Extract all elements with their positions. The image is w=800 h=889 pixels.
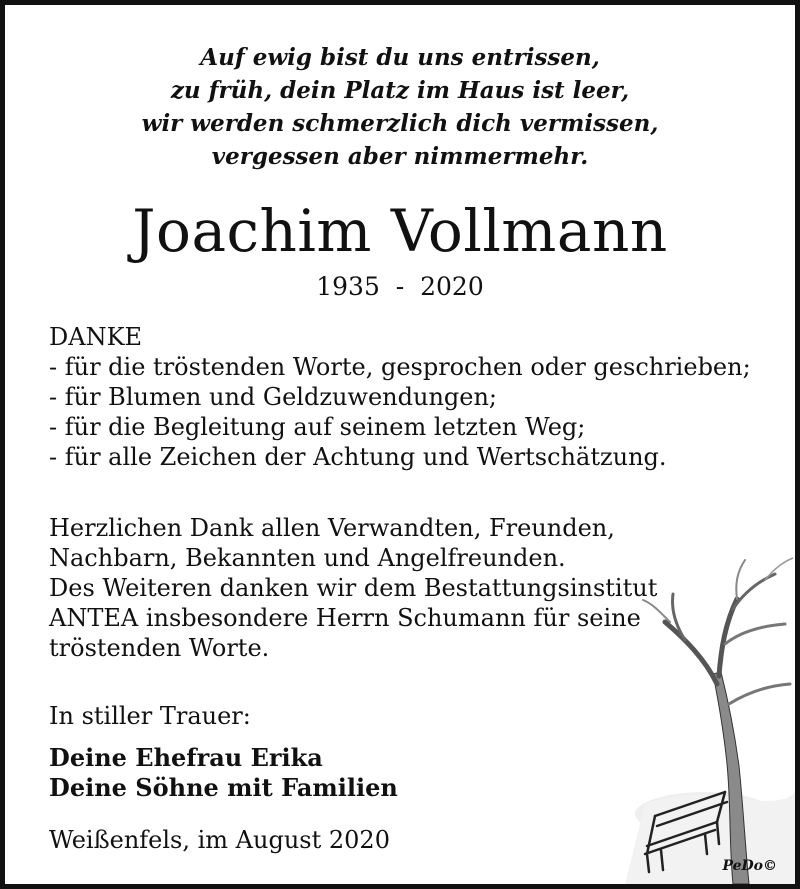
paragraph-line: Nachbarn, Bekannten und Angelfreunden. bbox=[49, 544, 566, 572]
mourner-name: Deine Söhne mit Familien bbox=[49, 773, 398, 802]
thanks-heading: DANKE bbox=[49, 323, 143, 351]
mourning-label: In stiller Trauer: bbox=[49, 702, 251, 730]
mourner-name: Deine Ehefrau Erika bbox=[49, 743, 323, 772]
deceased-name: Joachim Vollmann bbox=[132, 197, 668, 265]
life-years: 1935 - 2020 bbox=[316, 272, 484, 301]
list-item: - für die Begleitung auf seinem letzten Weg; bbox=[49, 413, 586, 441]
gratitude-paragraph bbox=[49, 513, 657, 663]
list-item: - für Blumen und Geldzuwendungen; bbox=[49, 383, 498, 411]
paragraph-line: ANTEA insbesondere Herrn Schumann für seine bbox=[49, 604, 641, 632]
list-item: - für alle Zeichen der Achtung und Wertschätzung. bbox=[49, 443, 667, 471]
thanks-list bbox=[49, 352, 751, 472]
paragraph-line: Des Weiteren danken wir dem Bestattungsinstitut bbox=[49, 574, 658, 602]
paragraph-line: Herzlichen Dank allen Verwandten, Freunden, bbox=[49, 514, 615, 542]
tree-and-bench-icon bbox=[625, 554, 795, 884]
poem-line: zu früh, dein Platz im Haus ist leer, bbox=[170, 77, 630, 104]
artist-signature: PeDo© bbox=[722, 858, 777, 874]
poem-line: wir werden schmerzlich dich vermissen, bbox=[141, 110, 659, 137]
memorial-poem bbox=[5, 41, 795, 173]
place-and-date: Weißenfels, im August 2020 bbox=[49, 826, 390, 854]
list-item: - für die tröstenden Worte, gesprochen oder geschrieben; bbox=[49, 353, 751, 381]
paragraph-line: tröstenden Worte. bbox=[49, 634, 270, 662]
mourners-list bbox=[49, 743, 398, 803]
poem-line: vergessen aber nimmermehr. bbox=[211, 143, 589, 170]
poem-line: Auf ewig bist du uns entrissen, bbox=[200, 44, 600, 71]
